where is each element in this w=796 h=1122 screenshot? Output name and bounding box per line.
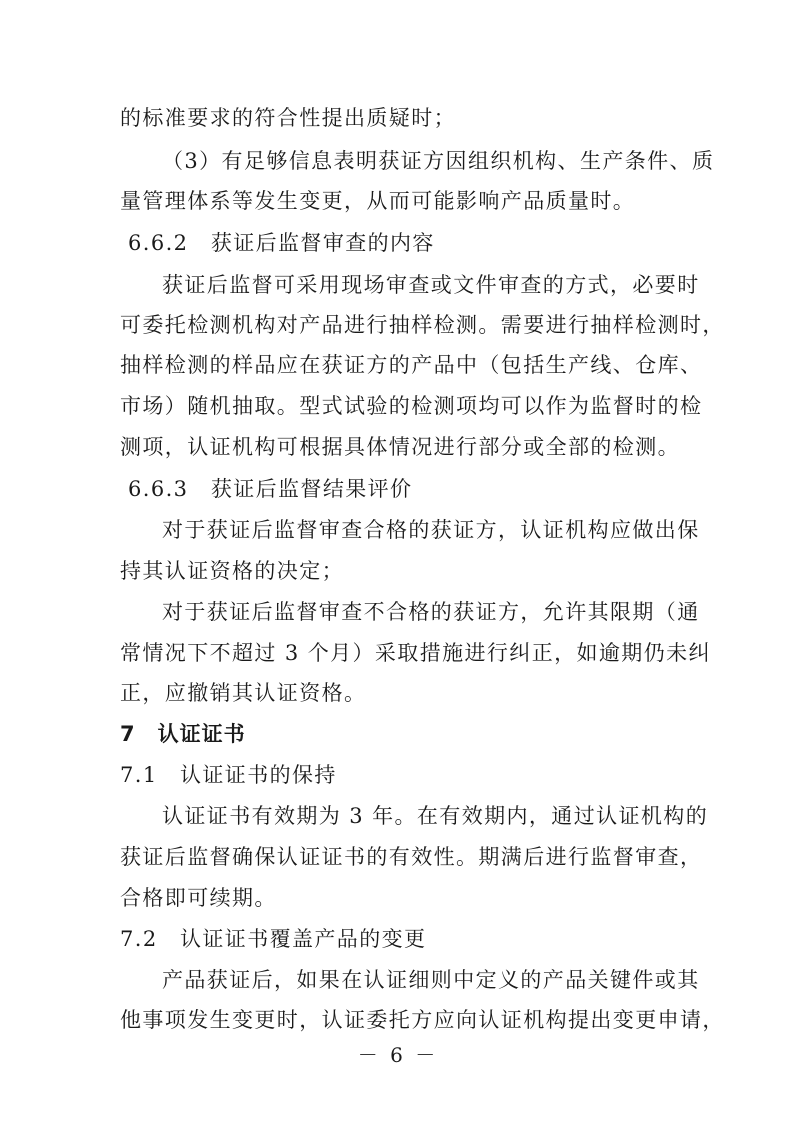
text-line-15: 正，应撤销其认证资格。: [120, 681, 367, 705]
text-line-11: 对于获证后监督审查合格的获证方，认证机构应做出保: [162, 518, 700, 542]
text-line-9: 测项，认证机构可根据具体情况进行部分或全部的检测。: [120, 435, 680, 459]
text-line-5: 获证后监督可采用现场审查或文件审查的方式，必要时: [162, 273, 700, 297]
text-line-14: 常情况下不超过 3 个月）采取措施进行纠正，如逾期仍未纠: [120, 641, 711, 665]
text-line-19: 获证后监督确保认证证书的有效性。期满后进行监督审查，: [120, 845, 703, 869]
text-line-3: 量管理体系等发生变更，从而可能影响产品质量时。: [120, 189, 636, 213]
text-line-13: 对于获证后监督审查不合格的获证方，允许其限期（通: [162, 600, 700, 624]
text-line-22: 产品获证后，如果在认证细则中定义的产品关键件或其: [162, 968, 700, 992]
text-line-12: 持其认证资格的决定；: [120, 559, 344, 583]
section-heading-7-2: 7.2 认证证书覆盖产品的变更: [120, 927, 427, 951]
text-line-1: 的标准要求的符合性提出质疑时；: [120, 106, 456, 130]
text-line-2: （3）有足够信息表明获证方因组织机构、生产条件、质: [162, 149, 715, 173]
section-heading-6-6-2: 6.6.2 获证后监督审查的内容: [128, 231, 435, 255]
text-line-18: 认证证书有效期为 3 年。在有效期内，通过认证机构的: [162, 804, 709, 828]
text-line-6: 可委托检测机构对产品进行抽样检测。需要进行抽样检测时，: [120, 313, 725, 337]
section-heading-6-6-3: 6.6.3 获证后监督结果评价: [128, 477, 413, 501]
page-number: － 6 －: [357, 1043, 439, 1067]
text-line-23: 他事项发生变更时，认证委托方应向认证机构提出变更申请，: [120, 1008, 725, 1032]
chapter-heading-7: 7 认证证书: [120, 722, 246, 746]
section-heading-7-1: 7.1 认证证书的保持: [120, 763, 337, 787]
text-line-7: 抽样检测的样品应在获证方的产品中（包括生产线、仓库、: [120, 353, 703, 377]
text-line-8: 市场）随机抽取。型式试验的检测项均可以作为监督时的检: [120, 394, 703, 418]
text-line-20: 合格即可续期。: [120, 886, 277, 910]
